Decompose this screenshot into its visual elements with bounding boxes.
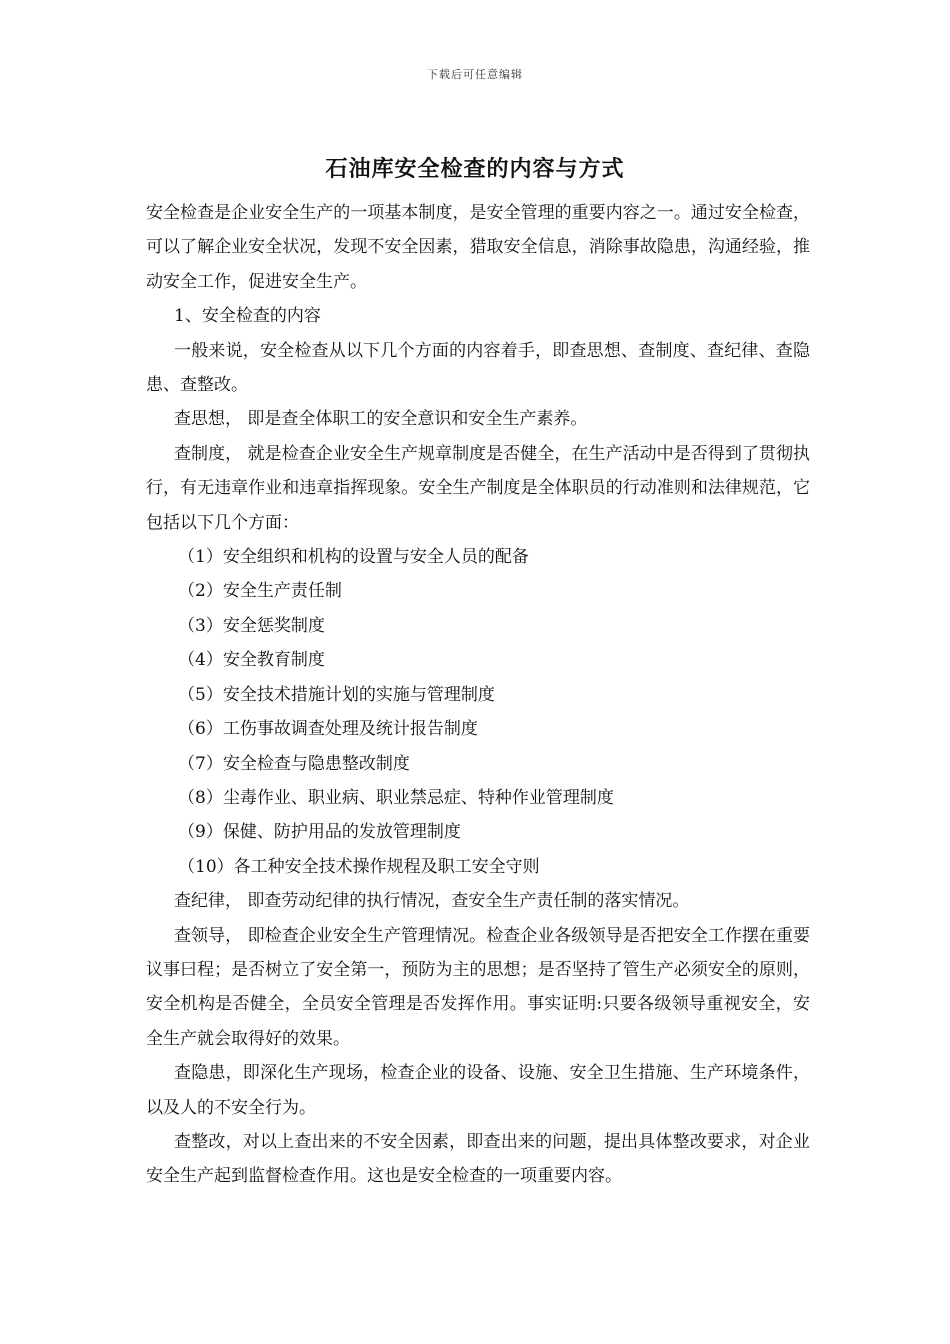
intro-paragraph: 安全检查是企业安全生产的一项基本制度，是安全管理的重要内容之一。通过安全检查，可以了解企业安全状况，发现不安全因素，猎取安全信息，消除事故隐患，沟通经验，推动安全工作，促进安全生产。: [146, 203, 810, 292]
section-heading: 1、安全检查的内容: [174, 306, 321, 327]
check-hazards-paragraph: 查隐患，即深化生产现场，检查企业的设备、设施、安全卫生措施、生产环境条件，以及人的不安全行为。: [146, 1063, 810, 1118]
system-list: [146, 540, 810, 884]
list-item: （10）各工种安全技术操作规程及职工安全守则: [178, 856, 540, 877]
header-note: 下载后可任意编辑: [427, 68, 523, 81]
list-item: （7）安全检查与隐患整改制度: [178, 753, 410, 774]
list-item: （3）安全惩奖制度: [178, 615, 325, 636]
list-item: （4）安全教育制度: [178, 650, 325, 671]
check-discipline-paragraph: 查纪律， 即查劳动纪律的执行情况，查安全生产责任制的落实情况。: [174, 891, 690, 912]
check-system-paragraph: 查制度， 就是检查企业安全生产规章制度是否健全，在生产活动中是否得到了贯彻执行，有无违章作业和违章指挥现象。安全生产制度是全体职员的行动准则和法律规范，它包括以下几个方面：: [146, 443, 810, 533]
check-leadership-paragraph: 查领导， 即检查企业安全生产管理情况。检查企业各级领导是否把安全工作摆在重要议事曰程；是否树立了安全第一，预防为主的思想；是否坚持了管生产必须安全的原则，安全机构是否健全，全员安全管理是否发挥作用。事实证明:只要各级领导重视安全，安全生产就会取得好的效果。: [146, 925, 810, 1049]
list-item: （6）工伤事故调查处理及统计报告制度: [178, 719, 478, 740]
check-rectification-paragraph: 查整改，对以上查出来的不安全因素，即查出来的问题，提出具体整改要求，对企业安全生产起到监督检查作用。这也是安全检查的一项重要内容。: [146, 1131, 810, 1187]
list-item: （2）安全生产责任制: [178, 581, 342, 602]
section-paragraph: 一般来说，安全检查从以下几个方面的内容着手，即查思想、查制度、查纪律、查隐患、查整改。: [146, 340, 810, 396]
document-title: 石油库安全检查的内容与方式: [325, 156, 625, 182]
document-body: [146, 196, 810, 1194]
list-item: （1）安全组织和机构的设置与安全人员的配备: [178, 547, 529, 568]
list-item: （8）尘毒作业、职业病、职业禁忌症、特种作业管理制度: [178, 787, 614, 808]
list-item: （5）安全技术措施计划的实施与管理制度: [178, 684, 495, 705]
list-item: （9）保健、防护用品的发放管理制度: [178, 822, 461, 843]
check-thought-paragraph: 查思想， 即是查全体职工的安全意识和安全生产素养。: [174, 409, 588, 430]
